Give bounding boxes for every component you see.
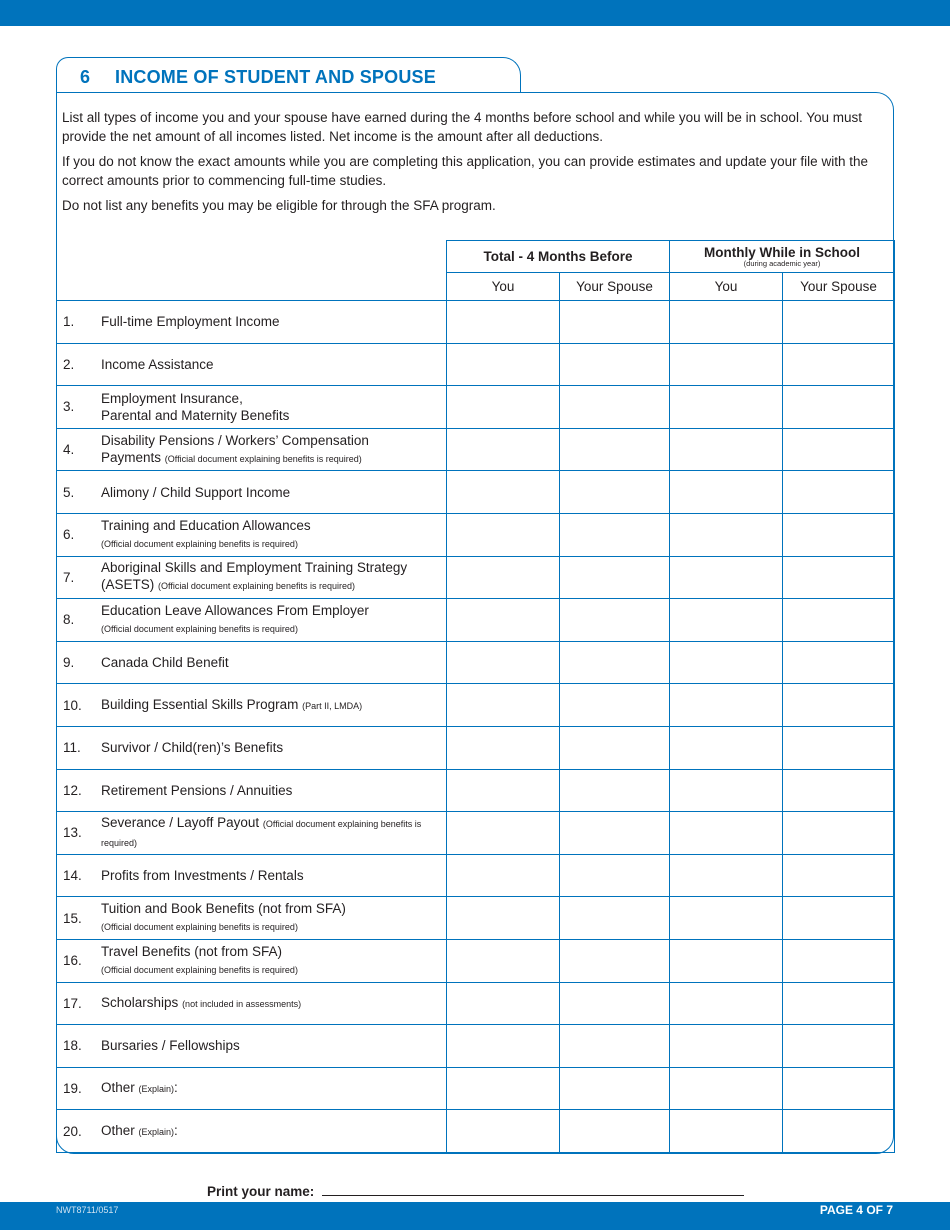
income-type-note: (Official document explaining benefits is required) [101,818,422,848]
income-type-cell [57,301,447,344]
table-row [57,513,895,556]
amount-field-spouse-school[interactable] [783,726,895,769]
amount-field-you-school[interactable] [670,684,783,727]
amount-field-spouse-school[interactable] [783,513,895,556]
amount-field-you-school[interactable] [670,854,783,897]
table-row [57,556,895,599]
income-type-label: Other (Explain): [101,1122,178,1138]
amount-field-spouse-before[interactable] [560,1025,670,1068]
amount-field-spouse-before[interactable] [560,1110,670,1153]
amount-field-you-before[interactable] [447,897,560,940]
income-type-cell [57,641,447,684]
row-number: 16. [63,953,82,969]
amount-field-you-school[interactable] [670,1025,783,1068]
amount-field-you-before[interactable] [447,1067,560,1110]
col-spouse-before: Your Spouse [560,273,670,301]
amount-field-spouse-before[interactable] [560,556,670,599]
row-number: 10. [63,697,82,713]
table-row [57,684,895,727]
amount-field-you-before[interactable] [447,684,560,727]
income-type-label: Income Assistance [101,356,214,372]
income-type-note: (Official document explaining benefits is required) [164,453,362,464]
income-type-label: Profits from Investments / Rentals [101,868,304,884]
income-type-cell [57,769,447,812]
amount-field-spouse-before[interactable] [560,1067,670,1110]
amount-field-spouse-school[interactable] [783,343,895,386]
amount-field-you-before[interactable] [447,343,560,386]
row-number: 13. [63,825,82,841]
amount-field-spouse-school[interactable] [783,812,895,855]
amount-field-spouse-before[interactable] [560,769,670,812]
amount-field-you-before[interactable] [447,812,560,855]
amount-field-spouse-before[interactable] [560,641,670,684]
amount-field-spouse-school[interactable] [783,1067,895,1110]
amount-field-spouse-school[interactable] [783,471,895,514]
income-type-note: (Official document explaining benefits is required) [101,964,298,975]
amount-field-spouse-before[interactable] [560,726,670,769]
amount-field-you-school[interactable] [670,939,783,982]
income-type-label: Canada Child Benefit [101,655,229,671]
amount-field-you-school[interactable] [670,812,783,855]
income-type-cell [57,684,447,727]
income-type-cell [57,513,447,556]
amount-field-you-school[interactable] [670,599,783,642]
col-spouse-school: Your Spouse [783,273,895,301]
income-type-label: Employment Insurance, Parental and Maternity Benefits [101,390,290,423]
row-number: 8. [63,612,75,628]
footer-banner [0,1202,950,1230]
income-type-label: Other (Explain): [101,1079,178,1095]
income-type-label: Education Leave Allowances From Employer (Official document explaining benefits is required) [101,602,369,634]
row-number: 9. [63,655,75,671]
amount-field-spouse-before[interactable] [560,513,670,556]
income-type-note: (Official document explaining benefits is required) [101,922,298,933]
amount-field-spouse-before[interactable] [560,599,670,642]
amount-field-you-school[interactable] [670,471,783,514]
amount-field-spouse-school[interactable] [783,386,895,429]
amount-field-you-before[interactable] [447,599,560,642]
amount-field-spouse-before[interactable] [560,897,670,940]
amount-field-you-before[interactable] [447,513,560,556]
amount-field-you-before[interactable] [447,556,560,599]
row-number: 15. [63,910,82,926]
income-type-cell [57,726,447,769]
amount-field-you-school[interactable] [670,1067,783,1110]
instruction-1: List all types of income you and your spouse have earned during the 4 months before school and while you will be in school. You must provide the net amount of all incomes listed. Net income is the amount after all deductions. [62,110,862,144]
row-number: 5. [63,484,75,500]
amount-field-you-school[interactable] [670,513,783,556]
header-monthly-note: (during academic year) [743,259,821,268]
table-row [57,939,895,982]
income-type-cell [57,982,447,1025]
table-row [57,301,895,344]
instruction-2: If you do not know the exact amounts while you are completing this application, you can provide estimates and update your file with the correct amounts prior to commencing full-time studies. [62,154,868,188]
income-type-note: (Part II, LMDA) [302,700,363,711]
table-row [57,897,895,940]
amount-field-spouse-school[interactable] [783,769,895,812]
income-type-note: (Explain) [138,1083,175,1094]
amount-field-you-school[interactable] [670,769,783,812]
table-row [57,1067,895,1110]
instruction-3: Do not list any benefits you may be eligible for through the SFA program. [62,198,496,213]
amount-field-you-school[interactable] [670,301,783,344]
section-title: INCOME OF STUDENT AND SPOUSE [115,67,436,87]
row-number: 1. [63,314,75,330]
instructions [62,108,888,221]
amount-field-spouse-school[interactable] [783,982,895,1025]
amount-field-spouse-before[interactable] [560,343,670,386]
income-type-label: Disability Pensions / Workers’ Compensation Payments (Official document explaining benefits is required) [101,432,369,465]
amount-field-you-before[interactable] [447,939,560,982]
amount-field-spouse-before[interactable] [560,471,670,514]
table-row [57,471,895,514]
amount-field-spouse-before[interactable] [560,428,670,471]
amount-field-you-before[interactable] [447,386,560,429]
amount-field-spouse-school[interactable] [783,556,895,599]
income-type-label: Severance / Layoff Payout (Official document explaining benefits is required) [101,814,422,848]
income-type-cell [57,939,447,982]
income-type-cell [57,428,447,471]
income-type-note: (Official document explaining benefits is required) [158,581,355,592]
row-number: 11. [63,740,81,756]
income-type-cell [57,599,447,642]
row-number: 2. [63,356,75,372]
amount-field-spouse-school[interactable] [783,684,895,727]
row-number: 4. [63,442,75,458]
amount-field-you-before[interactable] [447,982,560,1025]
table-row [57,982,895,1025]
header-total-4-months: Total - 4 Months Before [447,241,670,273]
amount-field-spouse-before[interactable] [560,301,670,344]
row-number: 3. [63,399,75,415]
amount-field-spouse-school[interactable] [783,897,895,940]
income-type-cell [57,854,447,897]
income-type-cell [57,897,447,940]
amount-field-you-school[interactable] [670,428,783,471]
income-type-note: (Official document explaining benefits is required) [101,623,298,634]
amount-field-spouse-before[interactable] [560,386,670,429]
amount-field-you-before[interactable] [447,854,560,897]
amount-field-you-school[interactable] [670,556,783,599]
amount-field-you-before[interactable] [447,301,560,344]
amount-field-spouse-school[interactable] [783,599,895,642]
amount-field-you-before[interactable] [447,1025,560,1068]
income-table [56,240,895,1153]
income-type-cell [57,343,447,386]
amount-field-you-school[interactable] [670,641,783,684]
income-type-label: Travel Benefits (not from SFA) (Official document explaining benefits is required) [101,943,298,975]
amount-field-you-before[interactable] [447,641,560,684]
row-number: 7. [63,569,75,585]
table-row [57,428,895,471]
col-you-school: You [670,273,783,301]
top-banner [0,0,950,26]
amount-field-you-before[interactable] [447,726,560,769]
income-type-label: Full-time Employment Income [101,314,280,330]
form-id: NWT8711/0517 [56,1205,119,1215]
amount-field-you-before[interactable] [447,471,560,514]
amount-field-spouse-school[interactable] [783,301,895,344]
amount-field-you-school[interactable] [670,726,783,769]
table-row [57,769,895,812]
income-type-cell [57,386,447,429]
print-name-label: Print your name: [207,1184,315,1199]
amount-field-you-school[interactable] [670,343,783,386]
amount-field-spouse-school[interactable] [783,939,895,982]
amount-field-spouse-before[interactable] [560,684,670,727]
income-type-label: Bursaries / Fellowships [101,1038,240,1054]
amount-field-you-school[interactable] [670,897,783,940]
amount-field-spouse-school[interactable] [783,1110,895,1153]
amount-field-spouse-before[interactable] [560,939,670,982]
amount-field-spouse-before[interactable] [560,812,670,855]
income-type-label: Alimony / Child Support Income [101,484,291,500]
income-type-cell [57,1110,447,1153]
income-type-cell [57,1067,447,1110]
income-type-label: Scholarships (not included in assessments) [101,994,302,1010]
income-type-label: Aboriginal Skills and Employment Training Strategy (ASETS) (Official document explaining benefits is required) [101,560,408,593]
section-number: 6 [80,67,91,87]
row-number: 6. [63,527,75,543]
row-number: 12. [63,782,82,798]
table-row [57,343,895,386]
amount-field-you-before[interactable] [447,769,560,812]
income-type-cell [57,556,447,599]
col-you-before: You [447,273,560,301]
income-type-cell [57,471,447,514]
table-row [57,812,895,855]
income-type-label: Tuition and Book Benefits (not from SFA) (Official document explaining benefits is required) [101,901,346,933]
income-type-label: Survivor / Child(ren)’s Benefits [101,740,284,756]
page-number: PAGE 4 OF 7 [819,1203,893,1217]
amount-field-spouse-before[interactable] [560,854,670,897]
amount-field-you-before[interactable] [447,428,560,471]
header-monthly-in-school: Monthly While in School (during academic year) [670,241,895,273]
table-row [57,599,895,642]
row-number: 19. [63,1080,82,1096]
table-row [57,1110,895,1153]
income-type-label: Building Essential Skills Program (Part II, LMDA) [101,696,363,712]
income-type-label: Retirement Pensions / Annuities [101,782,293,798]
table-row [57,726,895,769]
amount-field-you-school[interactable] [670,982,783,1025]
amount-field-spouse-school[interactable] [783,1025,895,1068]
income-type-label: Training and Education Allowances (Official document explaining benefits is required) [101,517,311,549]
row-number: 14. [63,868,82,884]
table-row [57,641,895,684]
row-number: 18. [63,1038,82,1054]
print-name-field[interactable] [322,1195,744,1196]
table-row [57,854,895,897]
table-row [57,1025,895,1068]
row-number: 20. [63,1123,82,1139]
income-type-cell [57,812,447,855]
table-row [57,386,895,429]
amount-field-spouse-school[interactable] [783,854,895,897]
amount-field-you-school[interactable] [670,1110,783,1153]
section-tab [56,57,521,93]
amount-field-spouse-school[interactable] [783,428,895,471]
income-type-note: (Explain) [138,1126,175,1137]
amount-field-spouse-before[interactable] [560,982,670,1025]
row-number: 17. [63,995,82,1011]
income-type-cell [57,1025,447,1068]
amount-field-spouse-school[interactable] [783,641,895,684]
income-type-note: (Official document explaining benefits is required) [101,538,298,549]
income-type-note: (not included in assessments) [182,998,302,1009]
amount-field-you-before[interactable] [447,1110,560,1153]
amount-field-you-school[interactable] [670,386,783,429]
